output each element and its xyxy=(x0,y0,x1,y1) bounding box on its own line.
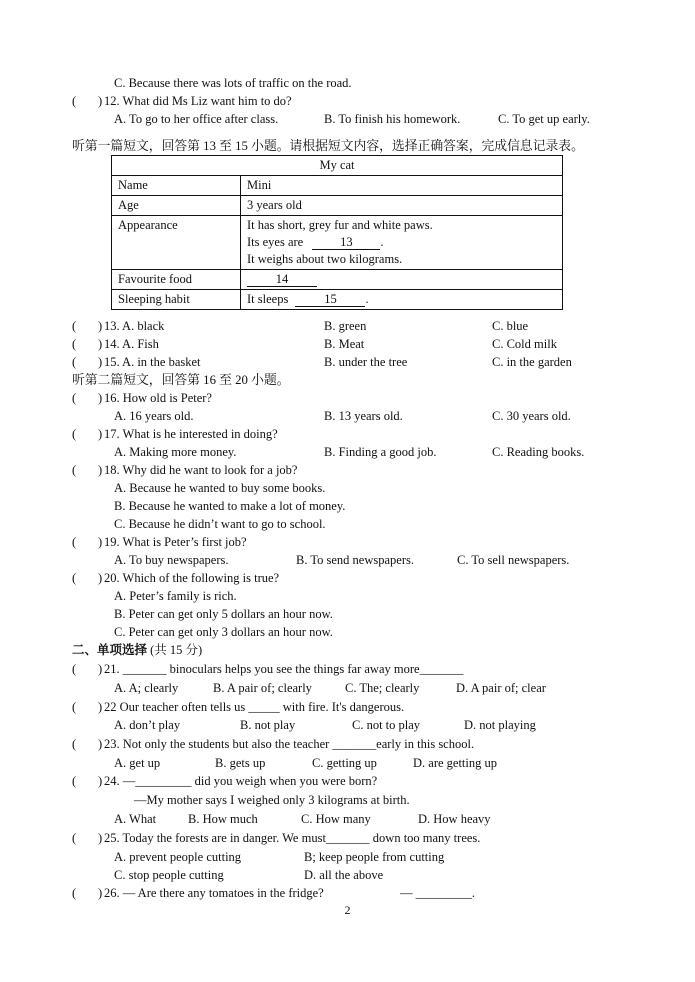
q21-number: 21. xyxy=(104,662,120,676)
blank-13[interactable]: 13 xyxy=(312,236,380,250)
q26-reply: — _________. xyxy=(400,886,475,900)
answer-paren-24[interactable]: ( ) xyxy=(72,774,103,788)
row-value: Mini xyxy=(241,176,563,196)
q18-option-b: B. Because he wanted to make a lot of money. xyxy=(114,499,346,513)
row-label: Age xyxy=(112,196,241,216)
answer-paren-13[interactable]: ( ) xyxy=(72,319,103,333)
q11-option-c: C. Because there was lots of traffic on the road. xyxy=(114,76,352,90)
table-caption: My cat xyxy=(112,156,563,176)
q19-option-a: A. To buy newspapers. xyxy=(114,553,229,567)
q20-option-c: C. Peter can get only 3 dollars an hour now. xyxy=(114,625,333,639)
appearance-line-2 xyxy=(247,234,556,251)
q12-question: 12. What did Ms Liz want him to do? xyxy=(104,94,292,108)
q24-question: 24. —_________ did you weigh when you were born? xyxy=(104,774,378,788)
q23-option-b: B. gets up xyxy=(215,756,266,770)
q21-question xyxy=(104,661,463,677)
q14-option-b: B. Meat xyxy=(324,337,365,351)
q12-option-a: A. To go to her office after class. xyxy=(114,112,279,126)
q12-option-c: C. To get up early. xyxy=(498,112,590,126)
table-row xyxy=(112,270,563,290)
sleep-suffix: . xyxy=(365,292,369,306)
q21-option-c: C. The; clearly xyxy=(345,681,420,695)
q21-blank-2: _______ xyxy=(419,662,464,676)
q25-question: 25. Today the forests are in danger. We must_______ down too many trees. xyxy=(104,831,481,845)
answer-paren-17[interactable]: ( ) xyxy=(72,427,103,441)
q24-option-c: C. How many xyxy=(301,812,371,826)
answer-paren-26[interactable]: ( ) xyxy=(72,886,103,900)
q14-option-c: C. Cold milk xyxy=(492,337,557,351)
row-value xyxy=(241,216,563,270)
appearance-line-1: It has short, grey fur and white paws. xyxy=(247,218,433,232)
part-2-points: (共 15 分) xyxy=(150,643,203,657)
q25-option-c: C. stop people cutting xyxy=(114,868,224,882)
table-row xyxy=(112,176,563,196)
q25-option-b: B; keep people from cutting xyxy=(304,850,445,864)
q19-option-c: C. To sell newspapers. xyxy=(457,553,570,567)
row-label: Sleeping habit xyxy=(112,290,241,310)
q24-option-a: A. What xyxy=(114,812,157,826)
q15-option-c: C. in the garden xyxy=(492,355,572,369)
q19-question: 19. What is Peter’s first job? xyxy=(104,535,247,549)
q25-option-a: A. prevent people cutting xyxy=(114,850,242,864)
answer-paren-23[interactable]: ( ) xyxy=(72,737,103,751)
q20-option-b: B. Peter can get only 5 dollars an hour now. xyxy=(114,607,333,621)
part-2-title: 二、单项选择 xyxy=(72,643,148,657)
q14-option-a: 14. A. Fish xyxy=(104,337,159,351)
q23-option-d: D. are getting up xyxy=(413,756,498,770)
answer-paren-22[interactable]: ( ) xyxy=(72,700,103,714)
answer-paren-19[interactable]: ( ) xyxy=(72,535,103,549)
info-record-table xyxy=(111,155,563,310)
appearance-line-3: It weighs about two kilograms. xyxy=(247,252,403,266)
q12-option-b: B. To finish his homework. xyxy=(324,112,461,126)
q16-question: 16. How old is Peter? xyxy=(104,391,212,405)
q18-option-a: A. Because he wanted to buy some books. xyxy=(114,481,326,495)
q21-option-a: A. A; clearly xyxy=(114,681,179,695)
q19-option-b: B. To send newspapers. xyxy=(296,553,414,567)
row-label: Name xyxy=(112,176,241,196)
q15-option-a: 15. A. in the basket xyxy=(104,355,201,369)
q17-option-b: B. Finding a good job. xyxy=(324,445,437,459)
row-value xyxy=(241,270,563,290)
q16-option-a: A. 16 years old. xyxy=(114,409,194,423)
q20-option-a: A. Peter’s family is rich. xyxy=(114,589,237,603)
table-row xyxy=(112,196,563,216)
row-label: Appearance xyxy=(112,216,241,270)
q23-option-a: A. get up xyxy=(114,756,161,770)
q17-question: 17. What is he interested in doing? xyxy=(104,427,278,441)
section-2-instruction: 听第二篇短文，回答第 16 至 20 小题。 xyxy=(72,373,290,387)
row-value: 3 years old xyxy=(241,196,563,216)
q21-option-d: D. A pair of; clear xyxy=(456,681,546,695)
blank-15[interactable]: 15 xyxy=(295,293,365,307)
q16-option-b: B. 13 years old. xyxy=(324,409,403,423)
table-row xyxy=(112,216,563,270)
q22-question: 22 Our teacher often tells us _____ with fire. It's dangerous. xyxy=(104,700,405,714)
q13-option-c: C. blue xyxy=(492,319,529,333)
q16-option-c: C. 30 years old. xyxy=(492,409,571,423)
page-number: 2 xyxy=(344,903,351,917)
q23-option-c: C. getting up xyxy=(312,756,377,770)
answer-paren-18[interactable]: ( ) xyxy=(72,463,103,477)
q21-blank-1: _______ xyxy=(122,662,167,676)
blank-14[interactable]: 14 xyxy=(247,273,317,287)
q17-option-c: C. Reading books. xyxy=(492,445,585,459)
answer-paren-21[interactable]: ( ) xyxy=(72,662,103,676)
table-row xyxy=(112,290,563,310)
q22-option-c: C. not to play xyxy=(352,718,421,732)
q21-text: binoculars helps you see the things far away more xyxy=(169,662,420,676)
q22-option-d: D. not playing xyxy=(464,718,536,732)
line-2-suffix: . xyxy=(380,235,384,249)
answer-paren-15[interactable]: ( ) xyxy=(72,355,103,369)
line-2-prefix: Its eyes are xyxy=(247,235,304,249)
q23-question: 23. Not only the students but also the teacher _______early in this school. xyxy=(104,737,475,751)
part-2-heading xyxy=(72,642,202,658)
q24-option-d: D. How heavy xyxy=(418,812,491,826)
row-label: Favourite food xyxy=(112,270,241,290)
q22-option-a: A. don’t play xyxy=(114,718,181,732)
q13-option-b: B. green xyxy=(324,319,367,333)
q17-option-a: A. Making more money. xyxy=(114,445,237,459)
sleep-prefix: It sleeps xyxy=(247,292,289,306)
q21-option-b: B. A pair of; clearly xyxy=(213,681,312,695)
section-1-instruction: 听第一篇短文，回答第 13 至 15 小题。请根据短文内容，选择正确答案，完成信息记录表。 xyxy=(72,139,584,153)
q26-question: 26. — Are there any tomatoes in the fridge? xyxy=(104,886,324,900)
answer-paren-14[interactable]: ( ) xyxy=(72,337,103,351)
answer-paren-16[interactable]: ( ) xyxy=(72,391,103,405)
q25-option-d: D. all the above xyxy=(304,868,384,882)
q15-option-b: B. under the tree xyxy=(324,355,408,369)
q24-reply: —My mother says I weighed only 3 kilograms at birth. xyxy=(134,793,410,807)
row-value xyxy=(241,290,563,310)
answer-paren-20[interactable]: ( ) xyxy=(72,571,103,585)
q18-question: 18. Why did he want to look for a job? xyxy=(104,463,298,477)
answer-paren-12[interactable]: ( ) xyxy=(72,94,103,108)
q13-option-a: 13. A. black xyxy=(104,319,165,333)
q24-option-b: B. How much xyxy=(188,812,258,826)
q20-question: 20. Which of the following is true? xyxy=(104,571,280,585)
q22-option-b: B. not play xyxy=(240,718,296,732)
q18-option-c: C. Because he didn’t want to go to school. xyxy=(114,517,326,531)
answer-paren-25[interactable]: ( ) xyxy=(72,831,103,845)
